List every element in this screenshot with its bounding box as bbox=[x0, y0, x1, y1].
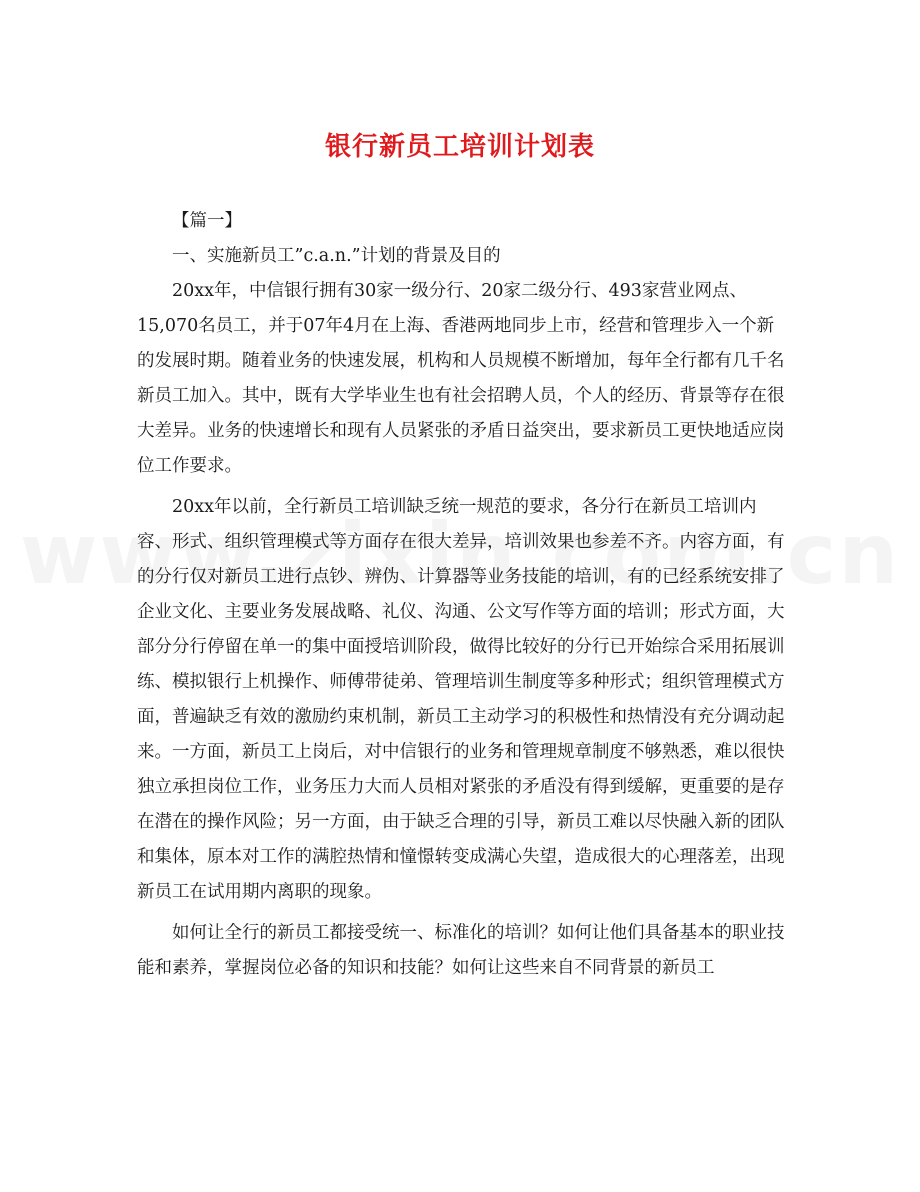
paragraph: 20xx年，中信银行拥有30家一级分行、20家二级分行、493家营业网点、15,070名员工，并于07年4月在上海、香港两地同步上市，经营和管理步入一个新的发展时期。随着业务的快速发展，机构和人员规模不断增加，每年全行都有几千名新员工加入。其中，既有大学毕业生也有社会招聘人员，个人的经历、背景等存在很大差异。业务的快速增长和现有人员紧张的矛盾日益突出，要求新员工更快地适应岗位工作要求。 bbox=[137, 281, 785, 476]
paragraph: 如何让全行的新员工都接受统一、标准化的培训？如何让他们具备基本的职业技能和素养，掌握岗位必备的知识和技能？如何让这些来自不同背景的新员工 bbox=[137, 923, 785, 978]
section-label: 【篇一】 bbox=[172, 211, 242, 231]
document-body bbox=[137, 204, 787, 986]
document-title: 银行新员工培训计划表 bbox=[324, 132, 595, 162]
paragraph: 20xx年以前，全行新员工培训缺乏统一规范的要求，各分行在新员工培训内容、形式、组织管理模式等方面存在很大差异，培训效果也参差不齐。内容方面，有的分行仅对新员工进行点钞、辨伪、计算器等业务技能的培训，有的已经系统安排了企业文化、主要业务发展战略、礼仪、沟通、公文写作等方面的培训；形式方面，大部分分行停留在单一的集中面授培训阶段，做得比较好的分行已开始综合采用拓展训练、模拟银行上机操作、师傅带徒弟、管理培训生制度等多种形式；组织管理模式方面，普遍缺乏有效的激励约束机制，新员工主动学习的积极性和热情没有充分调动起来。一方面，新员工上岗后，对中信银行的业务和管理规章制度不够熟悉，难以很快独立承担岗位工作，业务压力大而人员相对紧张的矛盾没有得到缓解，更重要的是存在潜在的操作风险；另一方面，由于缺乏合理的引导，新员工难以尽快融入新的团队和集体，原本对工作的满腔热情和憧憬转变成满心失望，造成很大的心理落差，出现新员工在试用期内离职的现象。 bbox=[137, 497, 785, 902]
section-heading: 一、实施新员工”c.a.n.”计划的背景及目的 bbox=[172, 246, 501, 266]
